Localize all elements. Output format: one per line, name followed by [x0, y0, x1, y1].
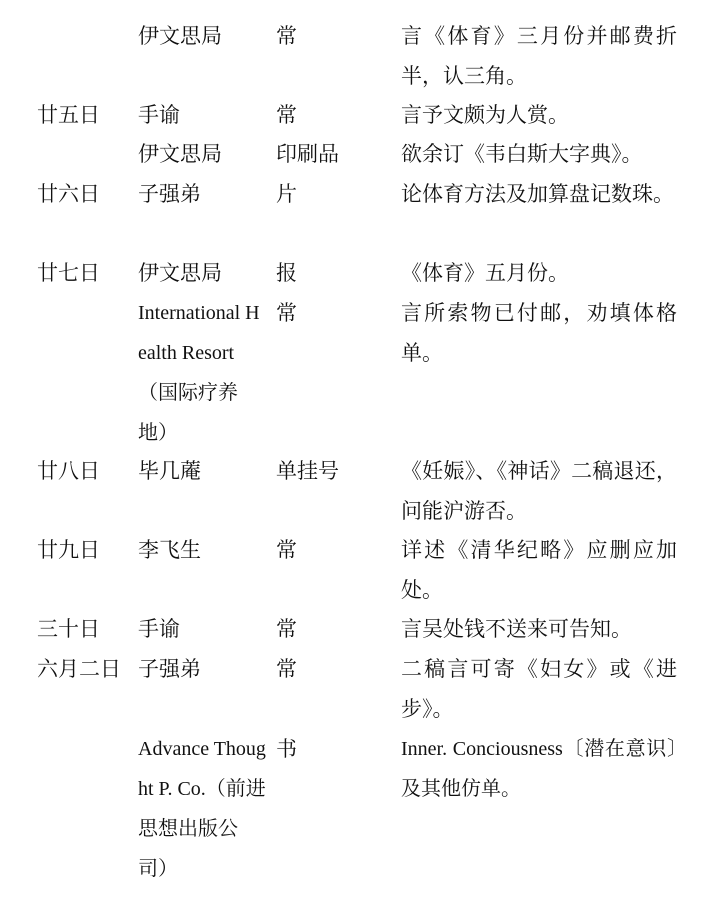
entry-summary: 欲余订《韦白斯大字典》。: [401, 142, 643, 166]
entry-correspondent: 伊文思局: [138, 261, 222, 285]
entry-mail-type: 常: [276, 24, 297, 48]
entry-summary: 言所索物已付邮，劝填体格单。: [401, 301, 677, 365]
entry-correspondent: Advance Thought P. Co.（前进思想出版公司）: [138, 738, 266, 880]
entry-summary: Inner. Conciousness〔潜在意识〕及其他仿单。: [401, 738, 677, 800]
entry-date: 廿五日: [37, 103, 100, 127]
entry-mail-type: 单挂号: [276, 459, 339, 483]
entry-mail-type: 常: [276, 657, 297, 681]
entry-correspondent: 伊文思局: [138, 142, 222, 166]
entry-date: 廿九日: [37, 538, 100, 562]
entry-date: 廿八日: [37, 459, 100, 483]
entry-correspondent: 李飞生: [138, 538, 201, 562]
entry-correspondent: International Health Resort（国际疗养地）: [138, 302, 260, 444]
entry-summary: 《体育》五月份。: [401, 261, 569, 285]
entry-mail-type: 片: [276, 182, 297, 206]
entry-mail-type: 常: [276, 301, 297, 325]
entry-mail-type: 常: [276, 538, 297, 562]
entry-summary: 详述《清华纪略》应删应加处。: [401, 538, 677, 602]
entry-mail-type: 印刷品: [276, 142, 339, 166]
entry-correspondent: 子强弟: [138, 182, 201, 206]
entry-correspondent: 毕几蓭: [138, 459, 201, 483]
entry-mail-type: 书: [276, 737, 297, 761]
entry-summary: 言《体育》三月份并邮费折半，认三角。: [401, 24, 677, 88]
entry-summary: 论体育方法及加算盘记数珠。: [401, 182, 674, 206]
entry-date: 六月二日: [37, 657, 121, 681]
entry-date: 廿七日: [37, 261, 100, 285]
entry-mail-type: 报: [276, 261, 297, 285]
entry-summary: 言予文颇为人赏。: [401, 103, 569, 127]
entry-summary: 言吴处钱不送来可告知。: [401, 617, 632, 641]
entry-date: 廿六日: [37, 182, 100, 206]
entry-correspondent: 子强弟: [138, 657, 201, 681]
entry-summary: 《妊娠》、《神话》二稿退还，问能沪游否。: [401, 459, 677, 523]
entry-date: 三十日: [37, 617, 100, 641]
entry-summary: 二稿言可寄《妇女》或《进步》。: [401, 657, 677, 721]
entry-correspondent: 伊文思局: [138, 24, 222, 48]
entry-mail-type: 常: [276, 617, 297, 641]
entry-correspondent: 手谕: [138, 103, 180, 127]
entry-correspondent: 手谕: [138, 617, 180, 641]
entry-mail-type: 常: [276, 103, 297, 127]
